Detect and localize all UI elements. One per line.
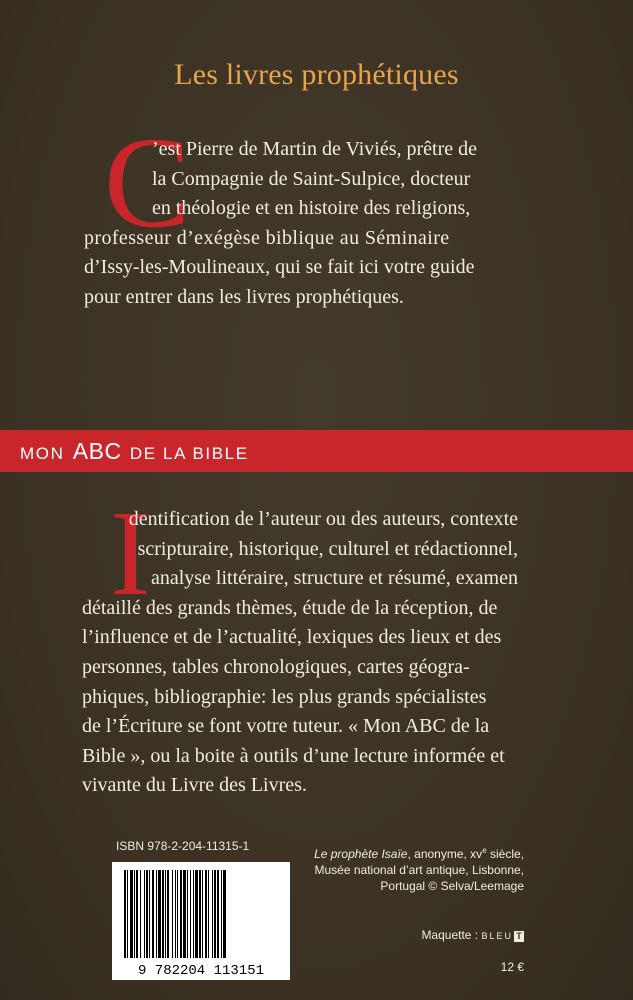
intro-dropcap: C [104,111,191,255]
price: 12 € [500,960,524,974]
series-word-mon: MON [20,444,65,463]
caption-superscript: e [482,846,487,855]
description-line: l’influence et de l’actualité, lexiques des lieux et des [82,626,502,649]
caption-line-2: Musée national d’art antique, Lisbonne, [314,863,524,877]
body-dropcap: I [110,486,151,621]
intro-line: la Compagnie de Saint-Sulpice, docteur [152,167,471,190]
intro-paragraph [84,135,518,312]
intro-line: d’Issy-les-Moulineaux, qui se fait ici votre guide [84,256,475,278]
description-line: dentification de l’auteur ou des auteurs, contexte [128,508,518,530]
series-word-abc: ABC [72,438,122,464]
description-line: analyse littéraire, structure et résumé, examen [150,567,518,590]
description-line: de l’Écriture se font votre tuteur. « Mon ABC de la [82,715,490,738]
brand-mark-icon: T [514,931,524,942]
barcode [112,862,290,980]
description-line: Bible », ou la boite à outils d’une lecture informée et [82,744,505,767]
image-caption [310,843,524,894]
design-credit-label: Maquette : [421,928,479,942]
description-line: scripturaire, historique, culturel et rédactionnel, [137,537,518,560]
intro-line: ’est Pierre de Martin de Viviés, prêtre de [152,138,477,160]
isbn-label: ISBN 978-2-204-11315-1 [116,839,250,853]
description-paragraph [82,505,518,801]
series-word-rest: DE LA BIBLE [129,444,249,463]
description-line: phiques, bibliographie: les plus grands spécialistes [82,685,487,708]
design-credit-brand: BLEU [481,931,513,941]
series-title [20,430,249,472]
description-line: personnes, tables chronologiques, cartes géogra- [82,655,470,678]
barcode-number: 9 782204 113151 [137,963,265,979]
artwork-title: Le prophète Isaïe [314,847,408,861]
caption-line-3: Portugal © Selva/Leemage [380,879,524,893]
intro-line: professeur d’exégèse biblique au Séminaire [84,226,450,249]
design-credit [380,928,524,942]
intro-line: pour entrer dans les livres prophétiques. [84,285,404,308]
caption-line-1 [310,843,524,862]
description-line: vivante du Livre des Livres. [82,774,307,797]
caption-text: , anonyme, xv [407,847,483,861]
barcode-bars [112,862,290,980]
description-line: détaillé des grands thèmes, étude de la réception, de [82,596,498,619]
book-title: Les livres prophétiques [174,58,459,91]
intro-line: en théologie et en histoire des religions, [152,197,471,219]
caption-text: siècle, [486,847,524,861]
